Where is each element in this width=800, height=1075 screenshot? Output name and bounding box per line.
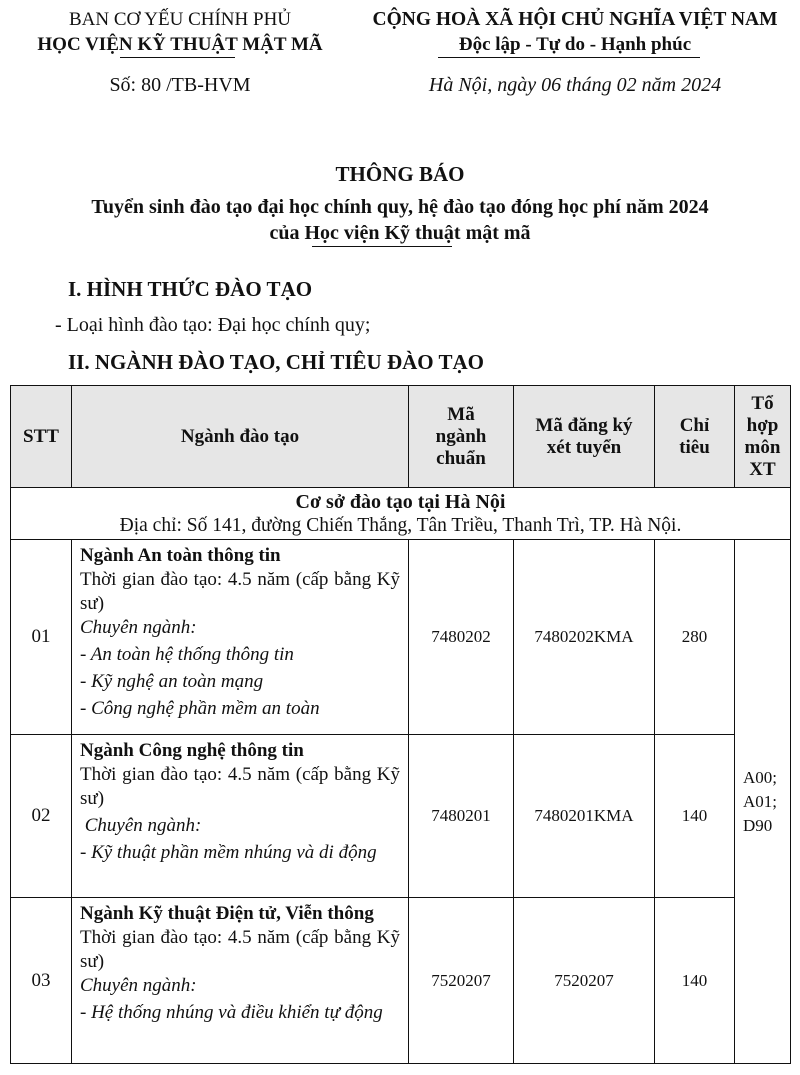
header-reg-line2: xét tuyển — [546, 436, 622, 458]
campus-name: Cơ sở đào tạo tại Hà Nội — [295, 490, 506, 513]
campus-row — [11, 488, 791, 540]
row-major — [72, 898, 409, 1064]
major-duration: Thời gian đào tạo: 4.5 năm (cấp bằng Kỹ sư) — [80, 569, 400, 614]
major-spec-label: Chuyên ngành: — [80, 815, 202, 836]
major-spec: - An toàn hệ thống thông tin — [80, 644, 294, 665]
row-stt: 02 — [11, 735, 72, 898]
institute-underline — [120, 57, 235, 58]
header-code-line3: chuẩn — [436, 447, 486, 469]
row-code: 7480201 — [409, 735, 514, 898]
header-quota-line1: Chỉ — [679, 414, 710, 436]
table-header-row — [11, 386, 791, 488]
header-combo-line4: XT — [749, 458, 776, 480]
major-title: Ngành An toàn thông tin — [80, 545, 281, 566]
title-underline — [312, 246, 452, 247]
row-reg-code: 7480201KMA — [514, 735, 655, 898]
major-spec-label: Chuyên ngành: — [80, 975, 197, 996]
major-duration: Thời gian đào tạo: 4.5 năm (cấp bằng Kỹ sư) — [80, 764, 400, 809]
campus-address: Địa chỉ: Số 141, đường Chiến Thắng, Tân Triều, Thanh Trì, TP. Hà Nội. — [119, 514, 682, 536]
header-major: Ngành đào tạo — [72, 386, 409, 488]
header-reg-code — [514, 386, 655, 488]
section1-item: - Loại hình đào tạo: Đại học chính quy; — [55, 314, 371, 336]
table-row — [11, 735, 791, 898]
header-reg-line1: Mã đăng ký — [535, 414, 633, 436]
major-duration: Thời gian đào tạo: 4.5 năm (cấp bằng Kỹ sư) — [80, 927, 400, 972]
combo-cell: A00; A01; D90 — [735, 540, 791, 1064]
table-row — [11, 540, 791, 735]
document-date: Hà Nội, ngày 06 tháng 02 năm 2024 — [428, 74, 722, 96]
row-stt: 01 — [11, 540, 72, 735]
document-number: Số: 80 /TB-HVM — [109, 74, 251, 96]
institute-name: HỌC VIỆN KỸ THUẬT MẬT MÃ — [37, 34, 323, 55]
header-code — [409, 386, 514, 488]
row-stt: 03 — [11, 898, 72, 1064]
country-name: CỘNG HOÀ XÃ HỘI CHỦ NGHĨA VIỆT NAM — [372, 9, 778, 30]
campus-cell — [11, 488, 791, 540]
row-reg-code: 7520207 — [514, 898, 655, 1064]
notice-title: THÔNG BÁO — [335, 162, 465, 186]
major-spec: - Kỹ nghệ an toàn mạng — [80, 671, 264, 692]
notice-subtitle-line1: Tuyển sinh đào tạo đại học chính quy, hệ đào tạo đóng học phí năm 2024 — [91, 196, 709, 218]
header-code-line2: ngành — [435, 425, 487, 447]
major-title: Ngành Kỹ thuật Điện tử, Viễn thông — [80, 903, 374, 924]
major-title: Ngành Công nghệ thông tin — [80, 740, 304, 761]
row-quota: 140 — [655, 735, 735, 898]
header-quota — [655, 386, 735, 488]
row-code: 7480202 — [409, 540, 514, 735]
header-combo-line3: môn — [744, 436, 781, 458]
row-code: 7520207 — [409, 898, 514, 1064]
header-combo — [735, 386, 791, 488]
row-major — [72, 540, 409, 735]
row-reg-code: 7480202KMA — [514, 540, 655, 735]
row-quota: 280 — [655, 540, 735, 735]
national-motto: Độc lập - Tự do - Hạnh phúc — [458, 34, 692, 55]
row-major — [72, 735, 409, 898]
major-spec: - Hệ thống nhúng và điều khiển tự động — [80, 1002, 383, 1023]
major-spec-label: Chuyên ngành: — [80, 617, 197, 638]
section2-heading: II. NGÀNH ĐÀO TẠO, CHỈ TIÊU ĐÀO TẠO — [68, 350, 484, 374]
header-combo-line1: Tổ — [751, 392, 774, 414]
header-quota-line2: tiêu — [679, 436, 710, 458]
section1-heading: I. HÌNH THỨC ĐÀO TẠO — [68, 277, 313, 301]
table-row — [11, 898, 791, 1064]
major-spec: - Công nghệ phần mềm an toàn — [80, 698, 320, 719]
motto-underline — [438, 57, 700, 58]
agency-name: BAN CƠ YẾU CHÍNH PHỦ — [68, 9, 292, 30]
header-combo-line2: hợp — [746, 414, 779, 436]
major-spec: - Kỹ thuật phần mềm nhúng và di động — [80, 842, 377, 863]
notice-subtitle-line2: của Học viện Kỹ thuật mật mã — [269, 222, 531, 244]
header-stt: STT — [11, 386, 72, 488]
majors-table — [10, 385, 791, 1064]
row-quota: 140 — [655, 898, 735, 1064]
header-code-line1: Mã — [447, 403, 475, 425]
